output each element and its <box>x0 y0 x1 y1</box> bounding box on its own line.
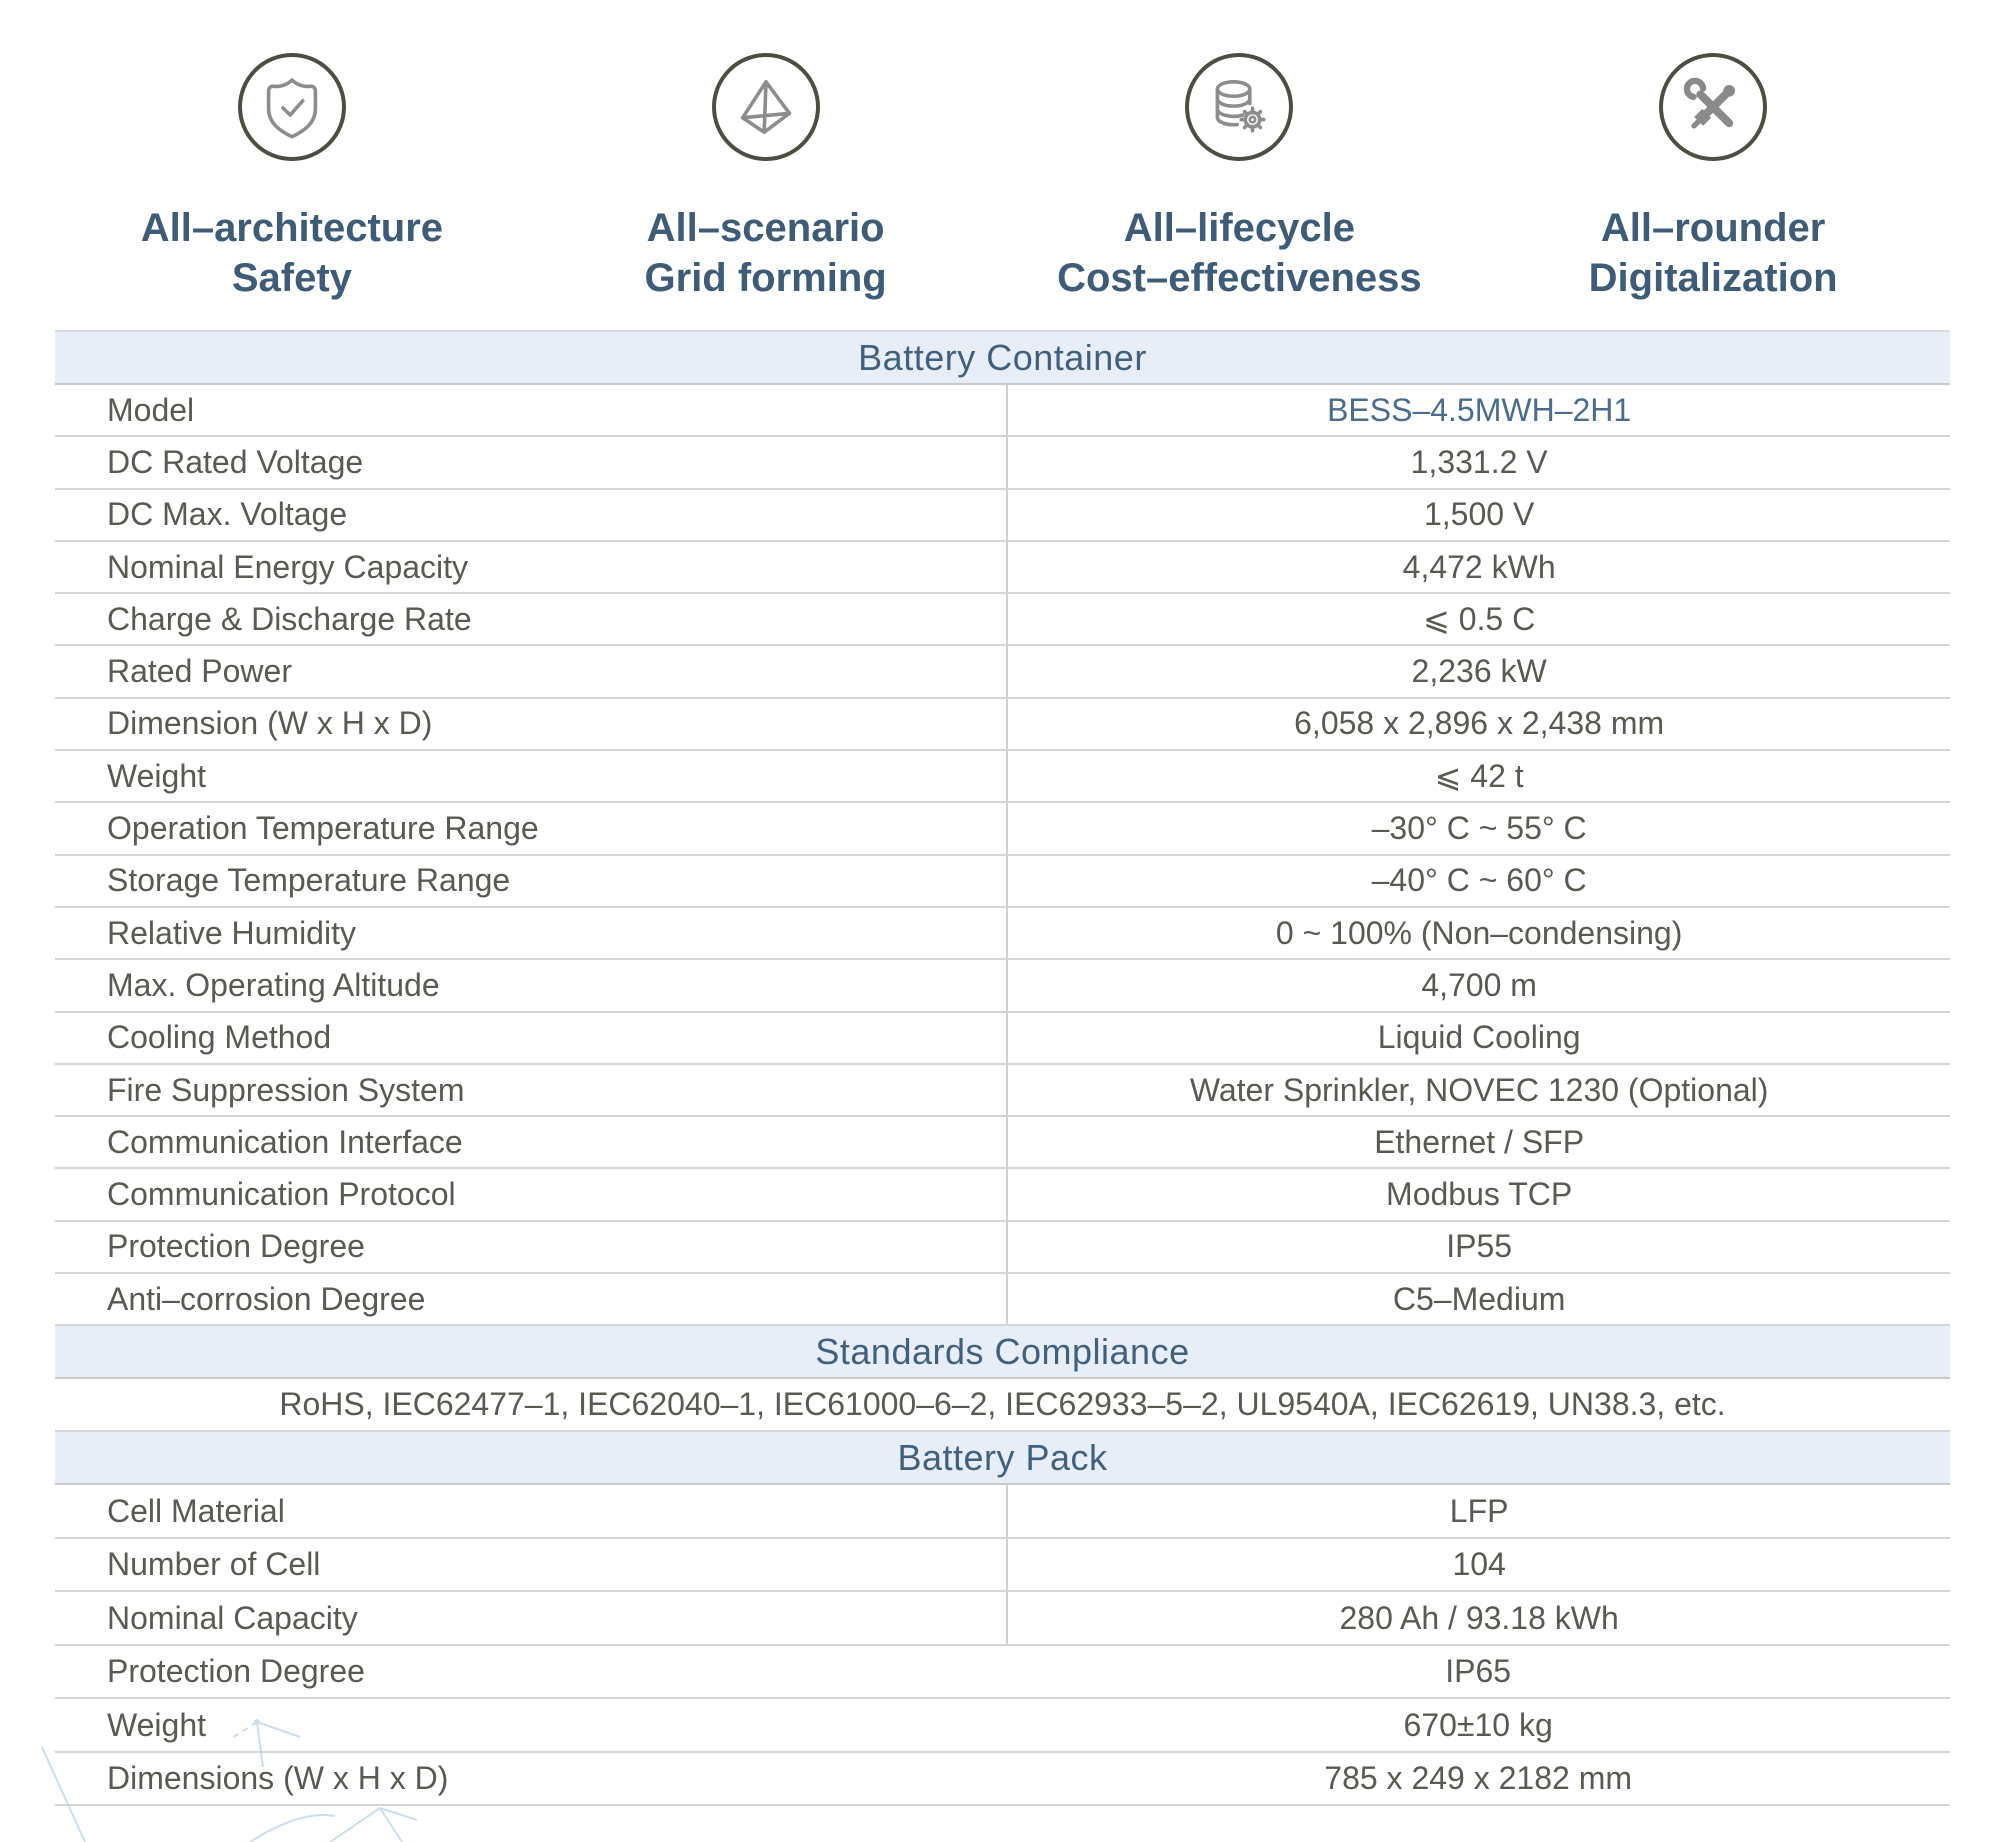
spec-value: 785 x 249 x 2182 mm <box>1324 1760 1632 1797</box>
spec-label: Cell Material <box>107 1492 285 1529</box>
table-row <box>55 1699 1950 1753</box>
table-row <box>55 490 1950 542</box>
feature-caption-line2: Digitalization <box>1588 256 1838 300</box>
spec-label: Weight <box>107 757 207 794</box>
spec-value: Ethernet / SFP <box>1006 1117 1950 1167</box>
feature-caption-line2: Safety <box>231 256 352 300</box>
spec-value: BESS–4.5MWH–2H1 <box>1006 385 1950 435</box>
spec-table <box>55 330 1950 1806</box>
spec-label: Dimension (W x H x D) <box>107 705 433 742</box>
feature-cost-effectiveness <box>1003 50 1477 303</box>
table-row <box>55 803 1950 855</box>
spec-label: Model <box>107 391 195 428</box>
feature-caption-line2: Cost–effectiveness <box>1057 256 1422 300</box>
spec-value: 6,058 x 2,896 x 2,438 mm <box>1006 699 1950 749</box>
spec-label: Number of Cell <box>107 1546 321 1583</box>
spec-value: 0 ~ 100% (Non–condensing) <box>1006 908 1950 958</box>
table-row <box>55 751 1950 803</box>
spec-label: Weight <box>107 1706 207 1743</box>
spec-label: DC Max. Voltage <box>107 496 348 533</box>
spec-value: IP55 <box>1006 1222 1950 1272</box>
spec-label: Fire Suppression System <box>107 1071 465 1108</box>
spec-value: LFP <box>1006 1485 1950 1537</box>
table-row <box>55 1065 1950 1117</box>
feature-caption-line1: All–scenario <box>646 206 885 250</box>
spec-value: 4,472 kWh <box>1006 542 1950 592</box>
table-row <box>55 1274 1950 1326</box>
shield-check-icon <box>238 53 346 161</box>
spec-value: 104 <box>1006 1539 1950 1591</box>
table-row <box>55 1169 1950 1221</box>
spec-label: Cooling Method <box>107 1019 332 1056</box>
spec-value: Water Sprinkler, NOVEC 1230 (Optional) <box>1006 1065 1950 1115</box>
spec-value: IP65 <box>1445 1653 1512 1690</box>
pyramid-icon <box>712 53 820 161</box>
spec-value: ⩽ 0.5 C <box>1006 594 1950 644</box>
tools-icon <box>1659 53 1767 161</box>
spec-label: DC Rated Voltage <box>107 443 364 480</box>
table-row <box>55 908 1950 960</box>
spec-label: Anti–corrosion Degree <box>107 1280 426 1317</box>
spec-value: Liquid Cooling <box>1006 1013 1950 1063</box>
table-row <box>55 542 1950 594</box>
table-row <box>55 594 1950 646</box>
feature-caption-line1: All–lifecycle <box>1123 206 1355 250</box>
table-row <box>55 699 1950 751</box>
spec-label: Operation Temperature Range <box>107 810 539 847</box>
feature-caption-line1: All–rounder <box>1600 206 1826 250</box>
feature-caption <box>1003 203 1477 303</box>
feature-grid-forming <box>529 50 1003 303</box>
table-row <box>55 1013 1950 1065</box>
spec-label: Rated Power <box>107 653 292 690</box>
spec-label: Relative Humidity <box>107 914 356 951</box>
table-row <box>55 1753 1950 1807</box>
spec-value: C5–Medium <box>1006 1274 1950 1324</box>
feature-caption <box>55 203 529 303</box>
spec-value: Modbus TCP <box>1006 1169 1950 1219</box>
feature-caption <box>529 203 1003 303</box>
table-row <box>55 1117 1950 1169</box>
spec-label: Protection Degree <box>107 1653 365 1690</box>
standards-row: RoHS, IEC62477–1, IEC62040–1, IEC61000–6–2, IEC62933–5–2, UL9540A, IEC62619, UN38.3, etc. <box>55 1379 1950 1432</box>
spec-label: Communication Interface <box>107 1123 463 1160</box>
spec-label: Protection Degree <box>107 1228 365 1265</box>
section-header-battery-pack: Battery Pack <box>55 1432 1950 1485</box>
table-row <box>55 646 1950 698</box>
spec-value: ⩽ 42 t <box>1006 751 1950 801</box>
spec-label: Charge & Discharge Rate <box>107 600 472 637</box>
feature-row <box>55 50 1950 303</box>
feature-caption-line1: All–architecture <box>140 206 444 250</box>
spec-value: –30° C ~ 55° C <box>1006 803 1950 853</box>
feature-caption-line2: Grid forming <box>644 256 887 300</box>
feature-digitalization <box>1476 50 1950 303</box>
spec-value: 1,331.2 V <box>1006 437 1950 487</box>
spec-value: 670±10 kg <box>1403 1706 1553 1743</box>
table-row <box>55 1592 1950 1646</box>
spec-label: Nominal Energy Capacity <box>107 548 469 585</box>
section-header-standards-compliance: Standards Compliance <box>55 1326 1950 1379</box>
spec-value: 4,700 m <box>1006 960 1950 1010</box>
spec-label: Communication Protocol <box>107 1176 456 1213</box>
table-row <box>55 1539 1950 1593</box>
spec-label: Storage Temperature Range <box>107 862 511 899</box>
feature-caption <box>1476 203 1950 303</box>
table-row <box>55 385 1950 437</box>
table-row <box>55 856 1950 908</box>
spec-value: 2,236 kW <box>1006 646 1950 696</box>
table-row <box>55 960 1950 1012</box>
database-gear-icon <box>1185 53 1293 161</box>
section-header-battery-container: Battery Container <box>55 332 1950 385</box>
table-row <box>55 437 1950 489</box>
spec-value: 280 Ah / 93.18 kWh <box>1006 1592 1950 1644</box>
spec-label: Max. Operating Altitude <box>107 966 440 1003</box>
spec-value: –40° C ~ 60° C <box>1006 856 1950 906</box>
table-row <box>55 1485 1950 1539</box>
table-row <box>55 1646 1950 1700</box>
spec-label: Dimensions (W x H x D) <box>107 1760 449 1797</box>
spec-label: Nominal Capacity <box>107 1599 358 1636</box>
spec-value: 1,500 V <box>1006 490 1950 540</box>
feature-safety <box>55 50 529 303</box>
table-row <box>55 1222 1950 1274</box>
